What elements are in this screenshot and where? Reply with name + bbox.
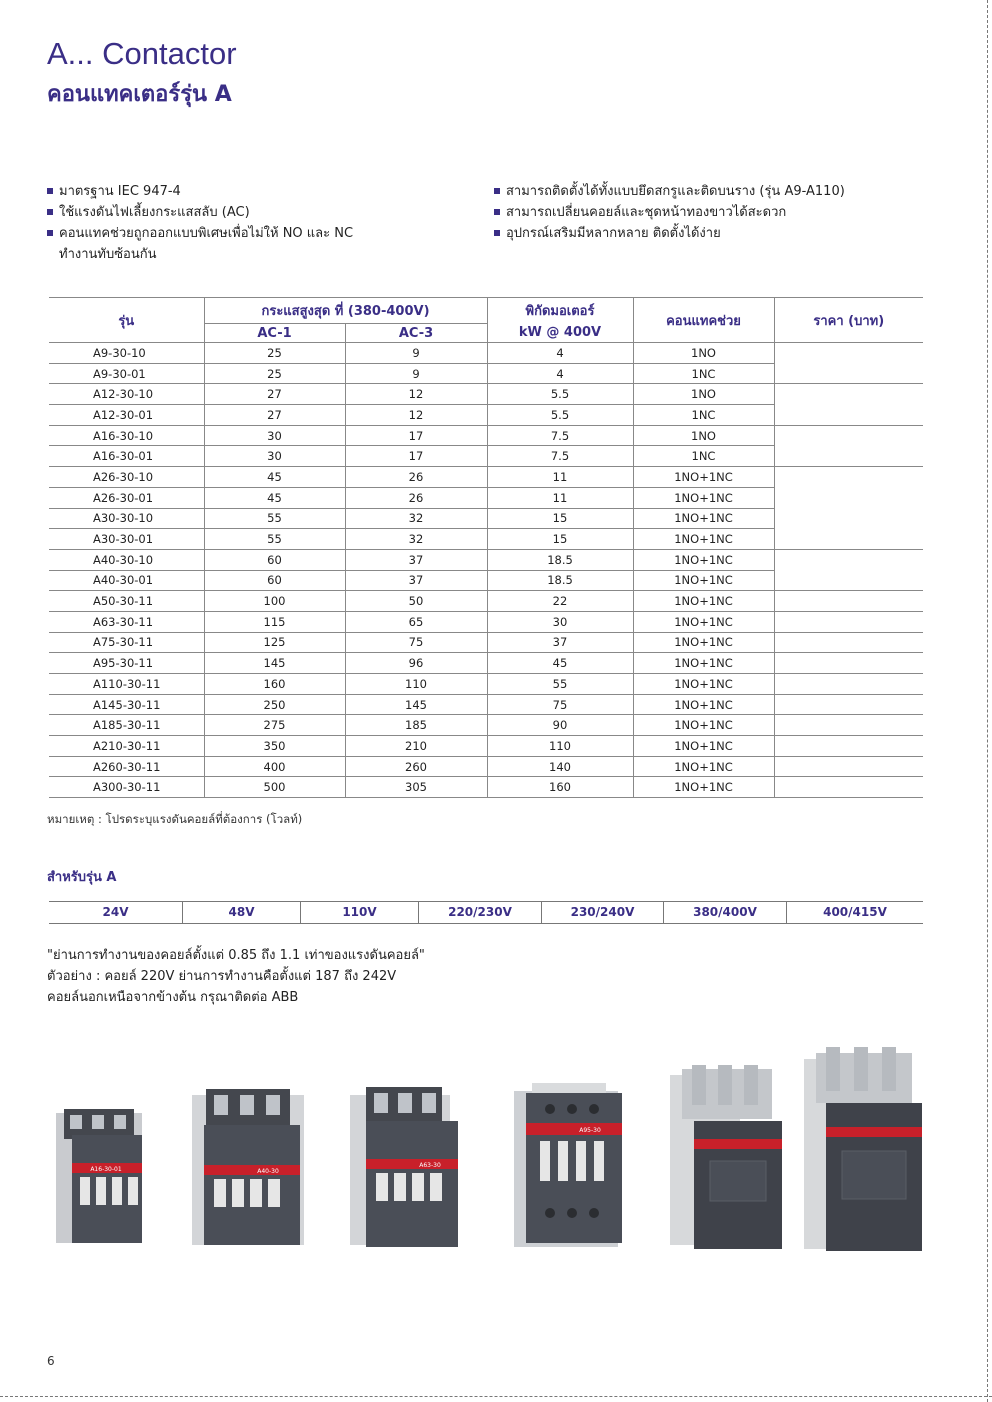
table-row [49,467,923,488]
cell-model: A26-30-01 [49,487,204,508]
page-number: 6 [47,1354,55,1368]
cell-kw: 4 [487,343,633,364]
table-row [49,756,923,777]
cell-model: A110-30-11 [49,674,204,695]
table-row [49,425,923,446]
table-row [49,674,923,695]
cell-kw: 22 [487,591,633,612]
features-left [47,181,427,265]
cell-price [774,756,923,777]
cell-ac3: 17 [345,425,487,446]
cell-ac3: 210 [345,736,487,757]
cell-ac1: 350 [204,736,345,757]
product-photo-strip [40,1035,960,1265]
cell-ac1: 400 [204,756,345,777]
cell-model: A300-30-11 [49,777,204,798]
cell-model: A9-30-01 [49,363,204,384]
cell-kw: 90 [487,715,633,736]
feature-item: ใช้แรงดันไฟเลี้ยงกระแสสลับ (AC) [47,202,427,223]
cell-price [774,736,923,757]
cell-ac3: 96 [345,653,487,674]
cell-kw: 5.5 [487,384,633,405]
cell-aux: 1NO [633,384,774,405]
cell-ac3: 9 [345,363,487,384]
product-label: A16-30-01 [90,1166,122,1173]
bottom-edge-guide [0,1396,992,1397]
feature-item: มาตรฐาน IEC 947-4 [47,181,427,202]
cell-ac3: 12 [345,405,487,426]
cell-price [774,632,923,653]
cell-ac3: 37 [345,549,487,570]
cell-ac3: 37 [345,570,487,591]
remark-line: "ย่านการทำงานของคอยล์ตั้งแต่ 0.85 ถึง 1.1 เท่าของแรงดันคอยล์" [47,948,425,963]
cell-ac1: 25 [204,343,345,364]
cell-ac1: 55 [204,529,345,550]
cell-aux: 1NO+1NC [633,487,774,508]
cell-model: A185-30-11 [49,715,204,736]
cell-kw: 11 [487,487,633,508]
cell-price [774,674,923,695]
page-subtitle: คอนแทคเตอร์รุ่น A [47,82,232,107]
contactor-image [50,1105,150,1255]
cell-kw: 5.5 [487,405,633,426]
cell-ac1: 45 [204,487,345,508]
cell-ac1: 100 [204,591,345,612]
cell-kw: 37 [487,632,633,653]
table-row [49,611,923,632]
cell-model: A75-30-11 [49,632,204,653]
cell-kw: 160 [487,777,633,798]
cell-model: A16-30-01 [49,446,204,467]
cell-kw: 7.5 [487,425,633,446]
page-title: A... Contactor [47,36,237,71]
cell-price [774,777,923,798]
cell-aux: 1NC [633,446,774,467]
cell-ac3: 50 [345,591,487,612]
header-motor [487,298,633,343]
cell-model: A145-30-11 [49,694,204,715]
cell-model: A50-30-11 [49,591,204,612]
contactor-image [510,1083,628,1255]
cell-ac3: 26 [345,487,487,508]
cell-kw: 7.5 [487,446,633,467]
cell-kw: 15 [487,529,633,550]
cell-kw: 110 [487,736,633,757]
cell-aux: 1NO+1NC [633,674,774,695]
feature-item-continued: ทำงานทับซ้อนกัน [59,247,157,262]
table-row [49,632,923,653]
cell-kw: 30 [487,611,633,632]
cell-aux: 1NC [633,363,774,384]
table-row [49,653,923,674]
voltage-title: สำหรับรุ่น A [47,870,117,885]
cell-aux: 1NC [633,405,774,426]
cell-price [774,343,923,384]
cell-model: A12-30-10 [49,384,204,405]
cell-ac3: 32 [345,529,487,550]
table-row [49,591,923,612]
cell-kw: 18.5 [487,570,633,591]
cell-kw: 18.5 [487,549,633,570]
voltage-cell: 220/230V [418,902,541,923]
contactor-image [188,1085,308,1255]
cell-ac1: 30 [204,425,345,446]
cell-ac1: 45 [204,467,345,488]
cell-aux: 1NO+1NC [633,653,774,674]
cell-ac3: 9 [345,343,487,364]
table-row [49,715,923,736]
feature-item: สามารถติดตั้งได้ทั้งแบบยึดสกรูและติดบนราง (รุ่น A9-A110) [494,181,934,202]
cell-ac1: 55 [204,508,345,529]
cell-ac1: 500 [204,777,345,798]
cell-kw: 15 [487,508,633,529]
table-row [49,343,923,364]
cell-ac3: 260 [345,756,487,777]
voltage-cell: 48V [182,902,300,923]
contactor-image [346,1085,466,1255]
cell-model: A40-30-01 [49,570,204,591]
voltage-cell: 380/400V [663,902,786,923]
product-label: A63-30 [419,1162,441,1169]
feature-item: คอนแทคช่วยถูกออกแบบพิเศษเพื่อไม่ให้ NO และ NC [47,223,427,244]
cell-model: A16-30-10 [49,425,204,446]
cell-model: A260-30-11 [49,756,204,777]
coil-remarks [47,945,425,1008]
cell-aux: 1NO+1NC [633,570,774,591]
cell-price [774,653,923,674]
cell-ac3: 12 [345,384,487,405]
contactor-image [800,1047,926,1257]
feature-item: สามารถเปลี่ยนคอยล์และชุดหน้าทองขาวได้สะดวก [494,202,934,223]
cell-ac1: 27 [204,405,345,426]
cell-ac3: 305 [345,777,487,798]
cell-aux: 1NO+1NC [633,694,774,715]
voltage-table [49,901,923,924]
cell-price [774,467,923,550]
product-label: A95-30 [579,1127,601,1134]
cell-price [774,591,923,612]
table-row [49,736,923,757]
cell-ac3: 65 [345,611,487,632]
cell-price [774,694,923,715]
cell-aux: 1NO+1NC [633,467,774,488]
cell-aux: 1NO+1NC [633,508,774,529]
cell-model: A63-30-11 [49,611,204,632]
cell-ac1: 30 [204,446,345,467]
cell-ac3: 75 [345,632,487,653]
header-motor-line2: kW @ 400V [518,325,602,340]
cell-ac1: 25 [204,363,345,384]
cell-kw: 4 [487,363,633,384]
cell-price [774,384,923,425]
cell-model: A95-30-11 [49,653,204,674]
cell-ac1: 160 [204,674,345,695]
cell-ac1: 250 [204,694,345,715]
voltage-cell: 230/240V [541,902,663,923]
cell-ac3: 26 [345,467,487,488]
cell-kw: 140 [487,756,633,777]
contactor-image [664,1065,790,1257]
header-price: ราคา (บาท) [774,298,923,343]
header-motor-line1: พิกัดมอเตอร์ [525,304,595,319]
cell-aux: 1NO+1NC [633,529,774,550]
cell-kw: 45 [487,653,633,674]
cell-kw: 11 [487,467,633,488]
cell-model: A26-30-10 [49,467,204,488]
header-current: กระแสสูงสุด ที่ (380-400V) [204,298,487,324]
product-label: A40-30 [257,1168,279,1175]
cell-price [774,425,923,466]
cell-price [774,715,923,736]
table-note: หมายเหตุ : โปรดระบุแรงดันคอยล์ที่ต้องการ (โวลท์) [47,812,303,826]
feature-item: อุปกรณ์เสริมมีหลากหลาย ติดตั้งได้ง่าย [494,223,934,244]
cell-aux: 1NO+1NC [633,591,774,612]
cell-ac1: 125 [204,632,345,653]
cell-ac1: 27 [204,384,345,405]
cell-ac3: 32 [345,508,487,529]
cell-aux: 1NO [633,343,774,364]
cell-ac1: 145 [204,653,345,674]
cell-model: A12-30-01 [49,405,204,426]
table-row [49,384,923,405]
cell-ac1: 275 [204,715,345,736]
cell-price [774,549,923,590]
cell-aux: 1NO+1NC [633,611,774,632]
remark-line: คอยล์นอกเหนือจากข้างต้น กรุณาติดต่อ ABB [47,990,299,1005]
voltage-cell: 24V [102,905,129,919]
cell-ac3: 185 [345,715,487,736]
contactor-table [49,297,923,798]
right-edge-guide [987,0,988,1402]
cell-aux: 1NO+1NC [633,777,774,798]
cell-aux: 1NO+1NC [633,715,774,736]
cell-ac1: 60 [204,549,345,570]
cell-aux: 1NO+1NC [633,756,774,777]
voltage-cell: 400/415V [786,902,923,923]
cell-model: A30-30-01 [49,529,204,550]
cell-kw: 75 [487,694,633,715]
header-ac1: AC-1 [204,324,345,343]
table-row [49,694,923,715]
remark-line: ตัวอย่าง : คอยล์ 220V ย่านการทำงานคือตั้งแต่ 187 ถึง 242V [47,969,397,984]
cell-model: A9-30-10 [49,343,204,364]
cell-ac1: 60 [204,570,345,591]
cell-model: A40-30-10 [49,549,204,570]
table-row [49,777,923,798]
cell-ac1: 115 [204,611,345,632]
table-row [49,549,923,570]
header-model: รุ่น [49,298,204,343]
cell-aux: 1NO+1NC [633,632,774,653]
cell-model: A210-30-11 [49,736,204,757]
features-right [494,181,934,244]
header-ac3: AC-3 [345,324,487,343]
cell-price [774,611,923,632]
voltage-cell: 110V [300,902,418,923]
cell-kw: 55 [487,674,633,695]
cell-ac3: 110 [345,674,487,695]
cell-ac3: 145 [345,694,487,715]
cell-aux: 1NO+1NC [633,736,774,757]
header-aux: คอนแทคช่วย [633,298,774,343]
cell-model: A30-30-10 [49,508,204,529]
cell-aux: 1NO [633,425,774,446]
cell-ac3: 17 [345,446,487,467]
cell-aux: 1NO+1NC [633,549,774,570]
